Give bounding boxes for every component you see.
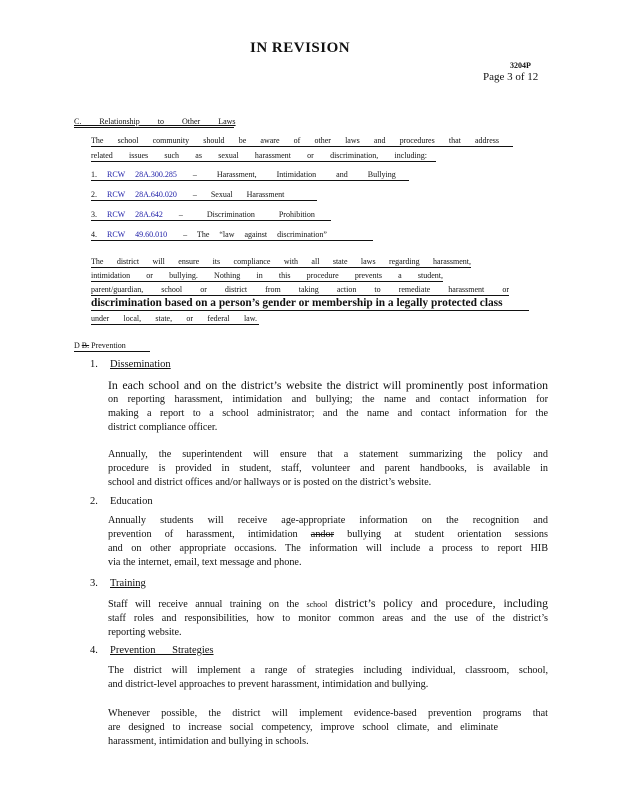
dissemination-paragraph-1: In each school and on the district’s website the district will prominently post information on reporting harassment, intimidation and bullying; the name and contact information for making a report to a school administrator; and the name and contact information for the district compliance officer.	[108, 378, 548, 433]
education-paragraph: Annually students will receive age-appropriate information on the recognition and prevention of harassment, intimidation andor bullying at student orientation sessions and on other appropriate occasions. The information will include a process to report HIB via the internet, email, text message and phone.	[108, 515, 548, 568]
document-number: 3204P	[510, 61, 531, 70]
rule	[91, 295, 509, 296]
rule	[91, 146, 513, 147]
section-c-para-line1: The district will ensure its compliance with all state laws regarding harassment,	[91, 257, 471, 266]
training-paragraph: Staff will receive annual training on the school district’s policy and procedure, including staff roles and responsibilities, how to monitor common areas and the use of the district’s reporting website.	[108, 596, 549, 638]
law-description: – The “law against discrimination”	[183, 230, 327, 239]
law-item	[91, 170, 396, 179]
rule	[91, 161, 436, 162]
prevention-strategies-paragraph-1: The district will implement a range of strategies including individual, classroom, school, and district-level approaches to prevent harassment, intimidation and bullying.	[108, 665, 548, 690]
law-number: 3.	[91, 210, 97, 219]
section-c-heading: C. Relationship to Other Laws	[74, 117, 236, 126]
rule	[91, 267, 471, 268]
rule	[91, 310, 529, 311]
rule	[91, 240, 373, 241]
law-description: – Discrimination Prohibition	[178, 210, 315, 219]
law-rcw-link[interactable]: RCW 28A.640.020	[107, 190, 177, 199]
page-title: IN REVISION	[250, 40, 351, 56]
section-d-heading-rule	[74, 351, 150, 352]
law-description: – Harassment, Intimidation and Bullying	[192, 170, 396, 179]
rule	[91, 281, 443, 282]
rule	[91, 220, 331, 221]
item-title-dissemination: Dissemination	[110, 359, 171, 370]
rule	[91, 324, 259, 325]
law-rcw-link[interactable]: RCW 28A.300.285	[107, 170, 177, 179]
item-title-training: Training	[110, 578, 146, 589]
section-c-para-line4: discrimination based on a person’s gender or membership in a legally protected class	[91, 297, 503, 309]
section-c-para-line3: parent/guardian, school or district from taking action to remediate harassment or	[91, 285, 509, 294]
law-rcw-link[interactable]: RCW 28A.642	[107, 210, 163, 219]
item-number: 3.	[90, 578, 98, 589]
law-number: 1.	[91, 170, 97, 179]
section-c-intro-line2: related issues such as sexual harassment or discrimination, including:	[91, 151, 427, 160]
law-rcw-link[interactable]: RCW 49.60.010	[107, 230, 168, 239]
item-title-education: Education	[110, 496, 153, 507]
section-c-para-line2: intimidation or bullying. Nothing in this procedure prevents a student,	[91, 271, 443, 280]
law-item	[91, 230, 327, 239]
dissemination-paragraph-2: Annually, the superintendent will ensure that a statement summarizing the policy and procedure is provided in student, staff, volunteer and parent handbooks, is available in school and district offices and/or hallways or is posted on the district’s website.	[108, 449, 548, 488]
section-c-intro-line1: The school community should be aware of other laws and procedures that address	[91, 136, 499, 145]
law-description: – Sexual Harassment	[192, 190, 285, 199]
section-c-para-line5: under local, state, or federal law.	[91, 314, 257, 323]
law-number: 4.	[91, 230, 97, 239]
section-d-heading: D B. Prevention	[74, 341, 126, 350]
page-number: Page 3 of 12	[483, 71, 539, 83]
item-number: 4.	[90, 645, 98, 656]
item-title-prevention-strategies: Prevention Strategies	[110, 645, 214, 656]
item-number: 2.	[90, 496, 98, 507]
prevention-strategies-paragraph-2: Whenever possible, the district will implement evidence-based prevention programs that are designed to increase social competency, improve school climate, and eliminate harassment, intimidation and bullying in schools.	[108, 708, 548, 747]
law-item	[91, 210, 315, 219]
section-c-heading-rule	[74, 127, 234, 128]
item-number: 1.	[90, 359, 98, 370]
rule	[91, 200, 317, 201]
law-item	[91, 190, 284, 199]
rule	[91, 180, 409, 181]
law-number: 2.	[91, 190, 97, 199]
